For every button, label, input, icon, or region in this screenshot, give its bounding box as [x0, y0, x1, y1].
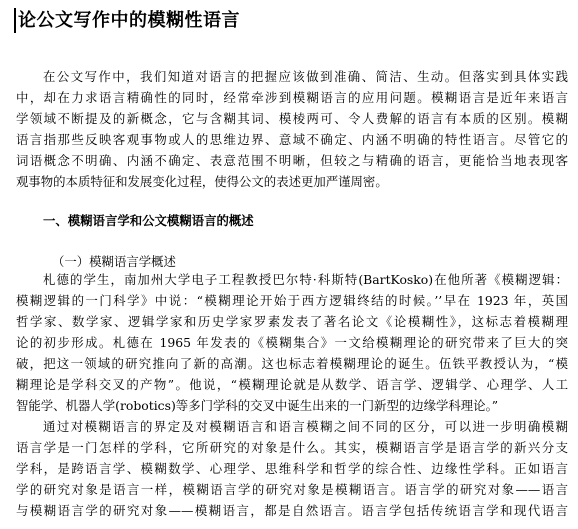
body-line: 模糊逻辑的一门科学》中说：“模糊理论开始于西方逻辑终结的时候。’’早在 1923 年，英国 — [16, 293, 568, 308]
body-line: 与模糊语言学的研究对象——模糊语言，都是自然语言。语言学包括传统语言学和现代语言 — [16, 503, 568, 518]
section-heading: 一、模糊语言学和公文模糊语言的概述 — [43, 213, 254, 228]
body-line: 破，把这一领域的研究推向了新的高潮。这也标志着模糊理论的诞生。伍铁平教授认为，“模 — [16, 356, 568, 371]
body-line: 语言学是一门怎样的学科，它所研究的对象是什么。其实，模糊语言学是语言学的新兴分支 — [16, 440, 568, 455]
document-title: 论公文写作中的模糊性语言 — [18, 10, 240, 31]
body-line: 通过对模糊语言的界定及对模糊语言和语言模糊之间不同的区分，可以进一步明确模糊 — [43, 419, 568, 434]
text-cursor — [14, 8, 16, 33]
subsection-heading: （一）模糊语言学概述 — [52, 254, 176, 269]
intro-line: 中，却在力求语言精确性的同时，经常牵涉到模糊语言的应用问题。模糊语言是近年来语言 — [16, 90, 568, 105]
body-line: 学的研究对象是语言一样，模糊语言学的研究对象是模糊语言。语言学的研究对象——语言 — [16, 482, 568, 497]
intro-line: 学领域不断提及的新概念，它与含糊其词、模棱两可、令人费解的语言有本质的区别。模糊 — [16, 111, 568, 126]
intro-line: 词语概念不明确、内涵不确定、表意范围不明晰，但较之与精确的语言，更能恰当地表现客 — [16, 153, 568, 168]
intro-line: 在公文写作中，我们知道对语言的把握应该做到准确、简洁、生动。但落实到具体实践 — [43, 69, 568, 84]
body-line: 智能学、机器人学(robotics)等多门学科的交叉中诞生出来的一门新型的边缘学科理论。” — [16, 398, 499, 413]
body-line: 学科，是跨语言学、模糊数学、心理学、思维科学和哲学的综合性、边缘性学科。正如语言 — [16, 461, 568, 476]
intro-line: 观事物的本质特征和发展变化过程，使得公文的表述更加严谨周密。 — [16, 174, 388, 189]
body-line: 哲学家、数学家、逻辑学家和历史学家罗素发表了著名论文《论模糊性》，这标志着模糊理 — [16, 314, 568, 329]
intro-line: 语言指那些反映客观事物或人的思维边界、意域不确定、内涵不明确的特性语言。尽管它的 — [16, 132, 568, 147]
body-line: 札德的学生，南加州大学电子工程教授巴尔特·科斯特(BartKosko)在他所著《模糊逻辑： — [43, 272, 568, 287]
body-line: 论的初步形成。札德在 1965 年发表的《模糊集合》一文给模糊理论的研究带来了巨大的突 — [16, 335, 568, 350]
body-line: 糊理论是学科交叉的产物”。他说，“模糊理论就是从数学、语言学、逻辑学、心理学、人工 — [16, 377, 568, 392]
